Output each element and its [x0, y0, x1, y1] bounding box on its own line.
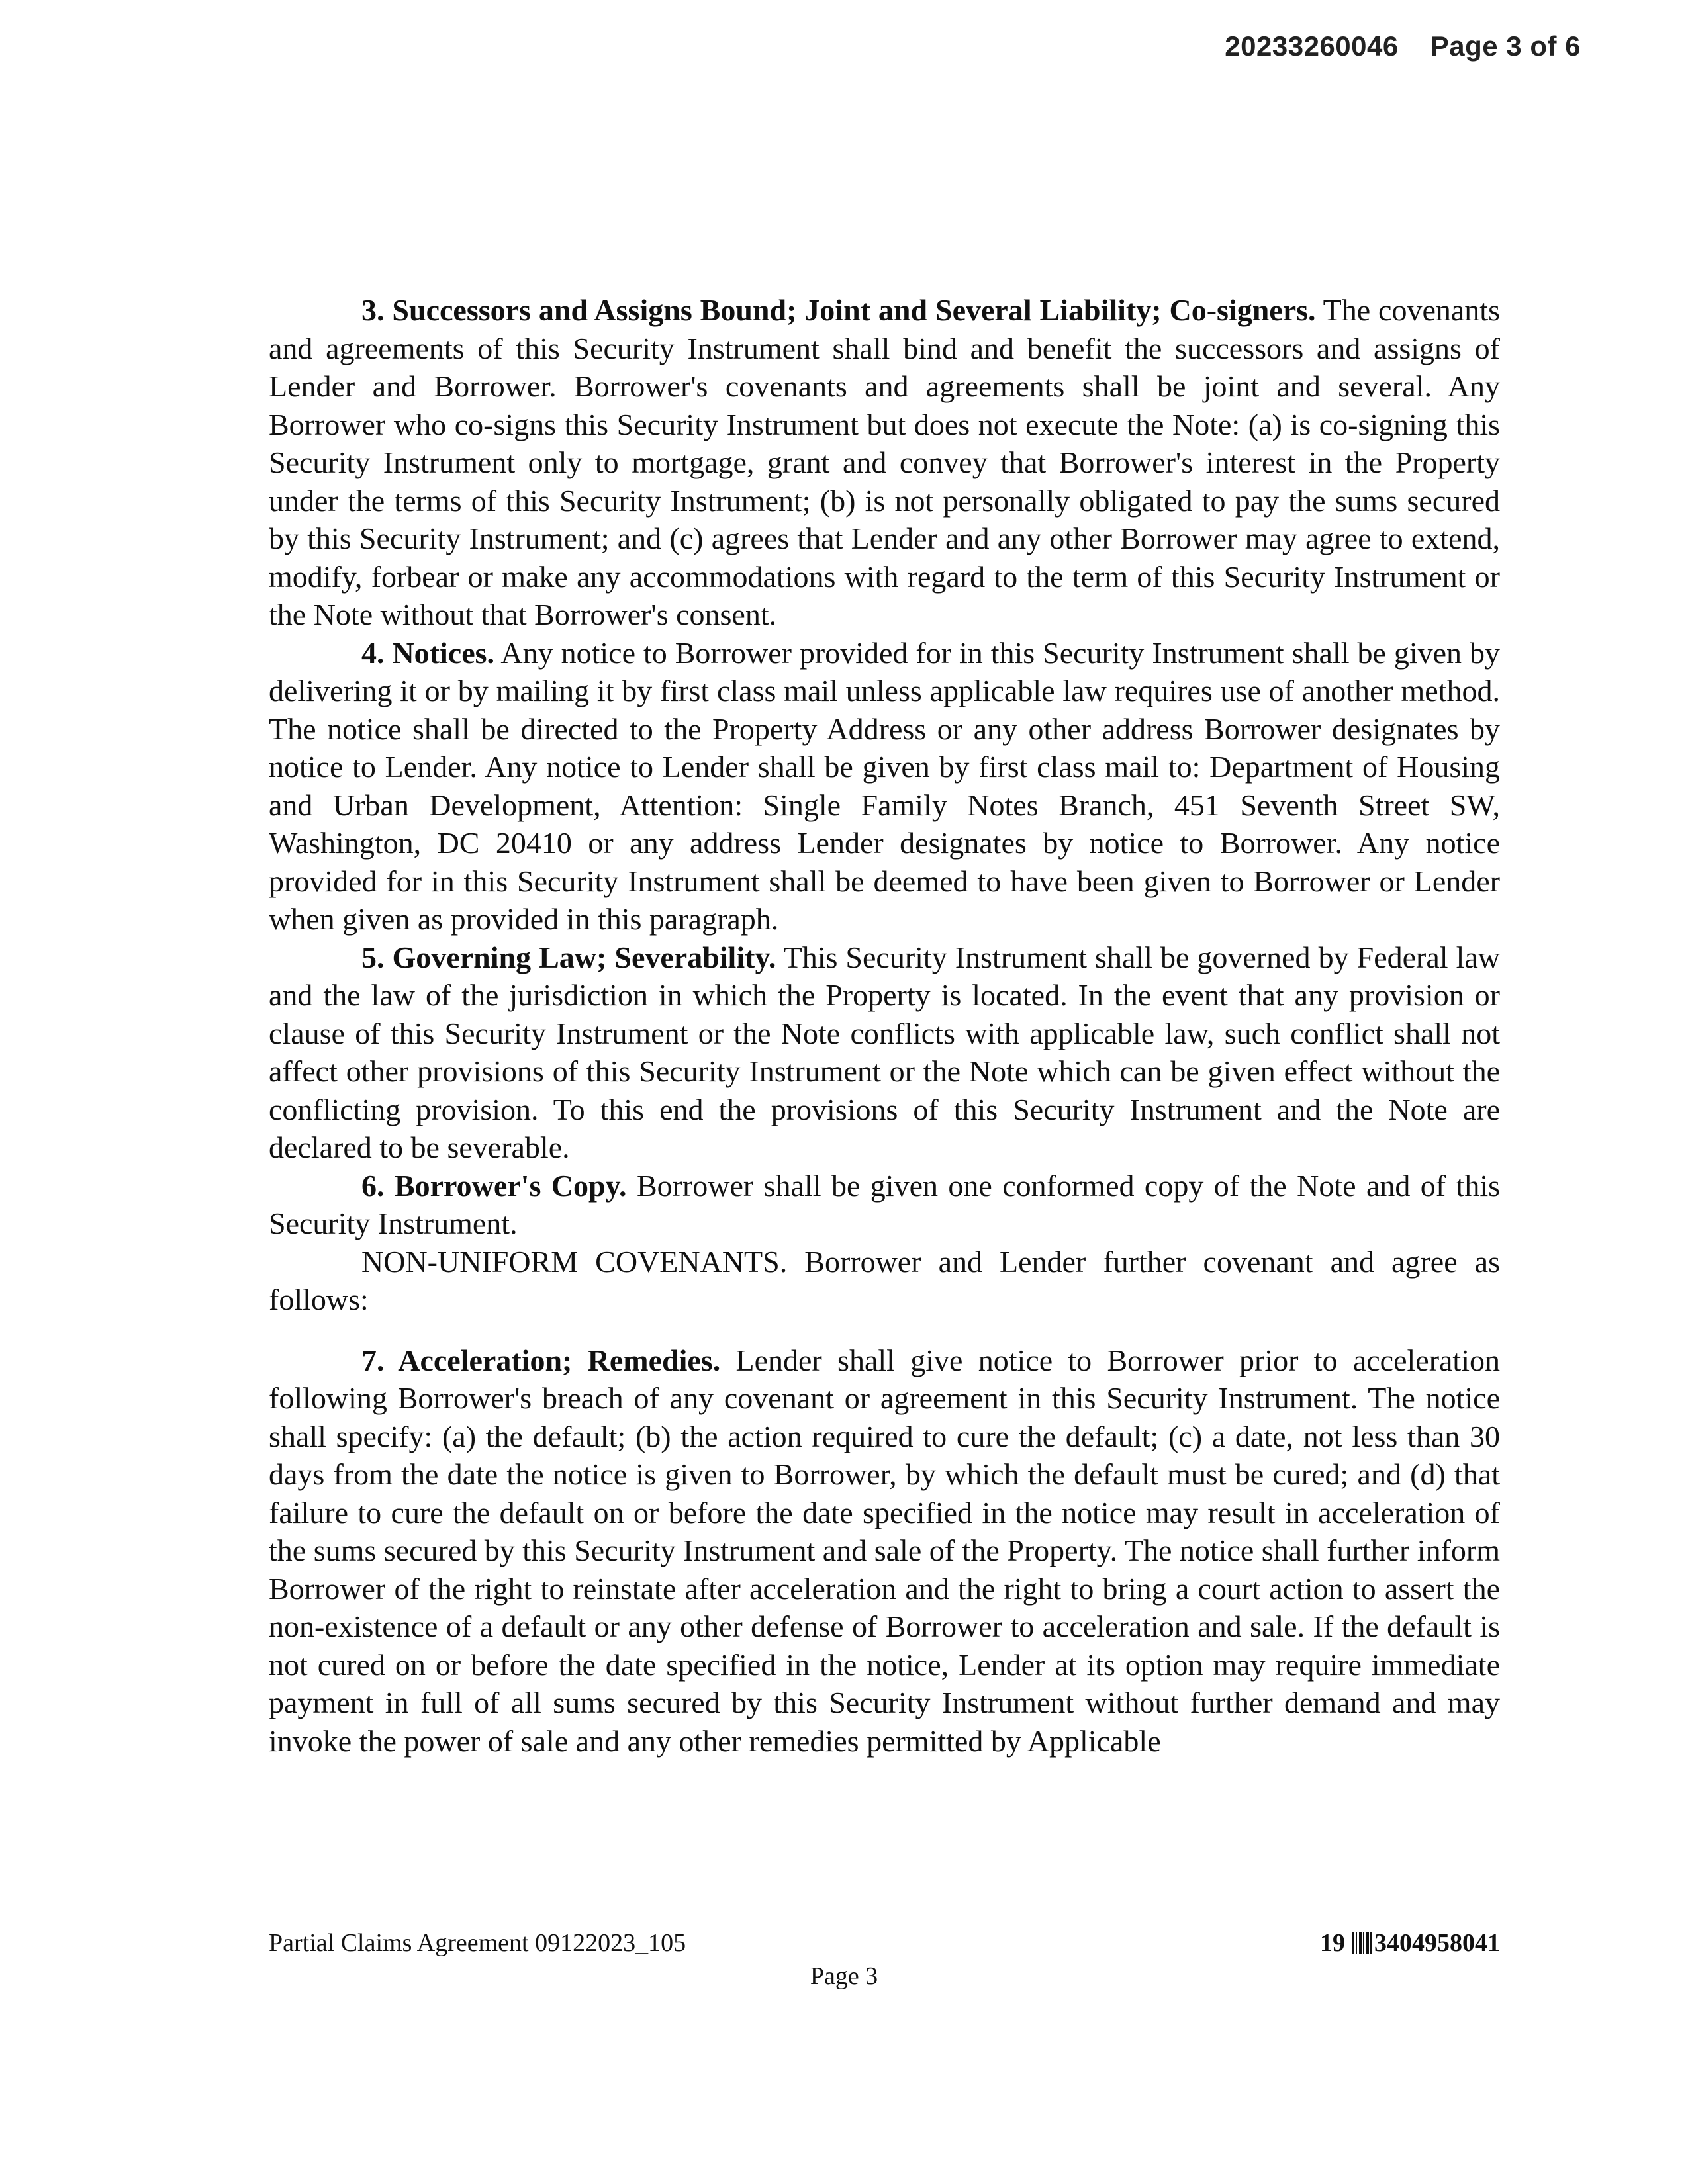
document-number: 20233260046 — [1225, 30, 1399, 62]
barcode-icon — [1352, 1932, 1372, 1954]
footer-document-code — [1320, 1929, 1500, 1958]
section-6-borrowers-copy — [269, 1167, 1500, 1243]
recording-header — [1225, 30, 1581, 62]
section-text: This Security Instrument shall be governed by Federal law and the law of the jurisdiction in which the Property is located. In the event that any provision or clause of this Security Instrument or the Note conflicts with applicable law, such conflict shall not affect other provisions of this Security Instrument or the Note which can be given effect without the conflicting provision. To this end the provisions of this Security Instrument and the Note are declared to be severable. — [269, 940, 1500, 1164]
section-heading: 6. Borrower's Copy. — [361, 1168, 627, 1203]
page-indicator: Page 3 of 6 — [1430, 30, 1581, 62]
section-heading: 4. Notices. — [361, 635, 495, 670]
section-5-governing-law — [269, 938, 1500, 1167]
section-text: Borrower shall be given one conformed copy of the Note and of this Security Instrument. — [269, 1168, 1500, 1240]
section-3-successors-and-assigns — [269, 291, 1500, 634]
document-body — [269, 291, 1500, 1760]
non-uniform-covenants — [269, 1243, 1500, 1319]
section-text: Lender shall give notice to Borrower prior to acceleration following Borrower's breach of any covenant or agreement in this Security Instrument. The notice shall specify: (a) the default; (b) the action required to cure the default; (c) a date, not less than 30 days from the date the notice is given to Borrower, by which the default must be cured; and (d) that failure to cure the default on or before the date specified in the notice may result in acceleration of the sums secured by this Security Instrument and sale of the Property. The notice shall further inform Borrower of the right to reinstate after acceleration and the right to bring a court action to assert the non-existence of a default or any other defense of Borrower to acceleration and sale. If the default is not cured on or before the date specified in the notice, Lender at its option may require immediate payment in full of all sums secured by this Security Instrument without further demand and may invoke the power of sale and any other remedies permitted by Applicable — [269, 1343, 1500, 1758]
section-heading: 7. Acceleration; Remedies. — [361, 1343, 721, 1377]
section-4-notices — [269, 634, 1500, 938]
code-number: 3404958041 — [1374, 1929, 1500, 1957]
footer-form-name: Partial Claims Agreement 09122023_105 — [269, 1929, 686, 1957]
section-text: Any notice to Borrower provided for in this Security Instrument shall be given by delivering it or by mailing it by first class mail unless applicable law requires use of another method. The notice shall be directed to the Property Address or any other address Borrower designates by notice to Lender. Any notice to Lender shall be given by first class mail to: Department of Housing and Urban Development, Attention: Single Family Notes Branch, 451 Seventh Street SW, Washington, DC 20410 or any address Lender designates by notice to Borrower. Any notice provided for in this Security Instrument shall be deemed to have been given to Borrower or Lender when given as provided in this paragraph. — [269, 635, 1500, 936]
section-text: The covenants and agreements of this Security Instrument shall bind and benefit the successors and assigns of Lender and Borrower. Borrower's covenants and agreements shall be joint and several. Any Borrower who co-signs this Security Instrument but does not execute the Note: (a) is co-signing this Security Instrument only to mortgage, grant and convey that Borrower's interest in the Property under the terms of this Security Instrument; (b) is not personally obligated to pay the sums secured by this Security Instrument; and (c) agrees that Lender and any other Borrower may agree to extend, modify, forbear or make any accommodations with regard to the term of this Security Instrument or the Note without that Borrower's consent. — [269, 293, 1500, 631]
footer-page-number: Page 3 — [810, 1962, 878, 1990]
section-heading: 3. Successors and Assigns Bound; Joint and Several Liability; Co-signers. — [361, 293, 1316, 327]
section-heading: 5. Governing Law; Severability. — [361, 940, 776, 974]
code-prefix: 19 — [1320, 1929, 1345, 1957]
section-text: NON-UNIFORM COVENANTS. Borrower and Lender further covenant and agree as follows: — [269, 1244, 1500, 1316]
section-7-acceleration-remedies — [269, 1342, 1500, 1760]
